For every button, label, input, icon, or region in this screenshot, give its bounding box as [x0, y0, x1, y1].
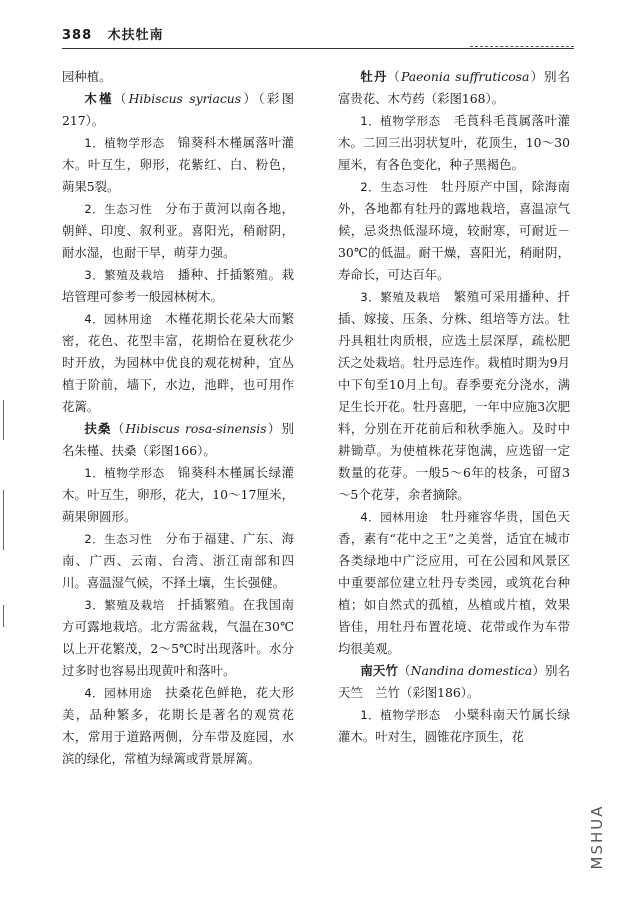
paragraph: 3．繁殖及栽培 播种、扦插繁殖。栽培管理可参考一般园林树木。: [62, 267, 294, 304]
paragraph: 2．生态习性 分布于福建、广东、海南、广西、云南、台湾、浙江南部和四川。喜温湿气候，不择土壤，生长强健。: [62, 531, 295, 590]
paragraph: 1．植物学形态 小檗科南天竹属长绿灌木。叶对生，圆锥花序顶生，花: [338, 707, 570, 744]
entry-heading-nantianzhu: 南天竹（Nandina domestica）别名天竺 兰竹（彩图186）。: [338, 663, 571, 700]
margin-mark: [3, 400, 4, 440]
page-number: 388: [62, 28, 93, 43]
right-column: [338, 66, 570, 748]
margin-mark: [3, 605, 4, 627]
figure-ref: 别名朱槿、扶桑（彩图166）。: [62, 421, 294, 458]
running-header: [62, 24, 164, 43]
header-rule: [62, 48, 574, 49]
left-column: [62, 66, 294, 770]
plant-name: 木槿: [84, 91, 114, 106]
paragraph: 3．繁殖及栽培 扦插繁殖。在我国南方可露地栽培。北方需盆栽，气温在30℃以上开花繁茂，2～5℃时出现落叶。水分过多时也容易出现黄叶和落叶。: [62, 597, 294, 678]
figure-ref: 别名富贵花、木芍药（彩图168）。: [338, 69, 571, 106]
entry-heading-mujin: 木槿（Hibiscus syriacus）（彩图217）。: [62, 91, 294, 128]
watermark: [587, 788, 607, 886]
plant-name: 南天竹: [360, 663, 399, 678]
watermark-text: MSHUA: [588, 804, 606, 870]
paragraph: 4．园林用途 扶桑花色鲜艳，花大形美，品种繁多，花期长是著名的观赏花木，常用于道路两侧，分车带及庭园，水滨的绿化，常植为绿篱或背景屏篱。: [62, 685, 295, 766]
paragraph: 2．生态习性 分布于黄河以南各地，朝鲜、印度、叙利亚。喜阳光，稍耐阴，耐水湿，也耐干旱，萌芽力强。: [62, 201, 295, 260]
paragraph: 1．植物学形态 毛莨科毛莨属落叶灌木。二回三出羽状复叶，花顶生，10～30厘米，有各色变化，种子黑褐色。: [338, 113, 570, 172]
paragraph: 4．园林用途 木槿花期长花朵大而繁密，花色、花型丰富，花期恰在夏秋花少时开放，为园林中优良的观花树种，宜丛植于阶前，墙下，水边，池畔，也可用作花篱。: [62, 311, 295, 414]
continuation-text: 园种植。: [62, 69, 112, 84]
figure-ref: 别名天竺 兰竹（彩图186）。: [338, 663, 571, 700]
margin-mark: [3, 490, 4, 550]
header-title: 木扶牡南: [107, 28, 164, 43]
scientific-name: Nandina domestica: [410, 663, 533, 678]
scientific-name: Hibiscus rosa-sinensis: [125, 421, 267, 436]
plant-name: 扶桑: [84, 421, 112, 436]
paragraph: 3．繁殖及栽培 繁殖可采用播种、扦插、嫁接、压条、分株、组培等方法。牡丹具粗壮肉质根，应选土层深厚，疏松肥沃之处栽培。牡丹忌连作。栽植时期为9月中下旬至10月上旬。春季要充分浇水，满足生长开花。牡丹喜肥，一年中应施3次肥料，分别在开花前后和秋季施入。及时中耕锄草。为使植株花芽饱满，应选留一定数量的花芽。一般5～6年的枝条，可留3～5个花芽，余者摘除。: [338, 289, 570, 502]
paragraph: 4．园林用途 牡丹雍容华贵，国色天香，素有“花中之王”之美誉，适宜在城市各类绿地中广泛应用，可在公园和风景区中重要部位建立牡丹专类园，或筑花台种植；如自然式的孤植，丛植或片植，效果皆佳，用牡丹布置花境、花带或作为车带均很美观。: [338, 509, 571, 656]
paragraph: 2．生态习性 牡丹原产中国，除海南外，各地都有牡丹的露地栽培，喜温凉气候，忌炎热低湿环境，较耐寒，可耐近－30℃的低温。耐干燥，喜阳光，稍耐阴，寿命长，可达百年。: [338, 179, 571, 282]
paragraph: 1．植物学形态 锦葵科木槿属落叶灌木。叶互生，卵形，花紫红、白、粉色，蒴果5裂。: [62, 135, 294, 194]
paragraph: 1．植物学形态 锦葵科木槿属长绿灌木。叶互生，卵形，花大，10～17厘米，蒴果卵圆形。: [62, 465, 294, 524]
scientific-name: Paeonia suffruticosa: [400, 69, 530, 84]
scientific-name: Hibiscus syriacus: [128, 91, 242, 106]
entry-heading-fusang: 扶桑（Hibiscus rosa-sinensis）别名朱槿、扶桑（彩图166）。: [62, 421, 294, 458]
entry-heading-mudan: 牡丹（Paeonia suffruticosa）别名富贵花、木芍药（彩图168）。: [338, 69, 571, 106]
figure-ref: （彩图217）。: [62, 91, 294, 128]
plant-name: 牡丹: [360, 69, 388, 84]
header-rule-dash: [470, 46, 574, 47]
